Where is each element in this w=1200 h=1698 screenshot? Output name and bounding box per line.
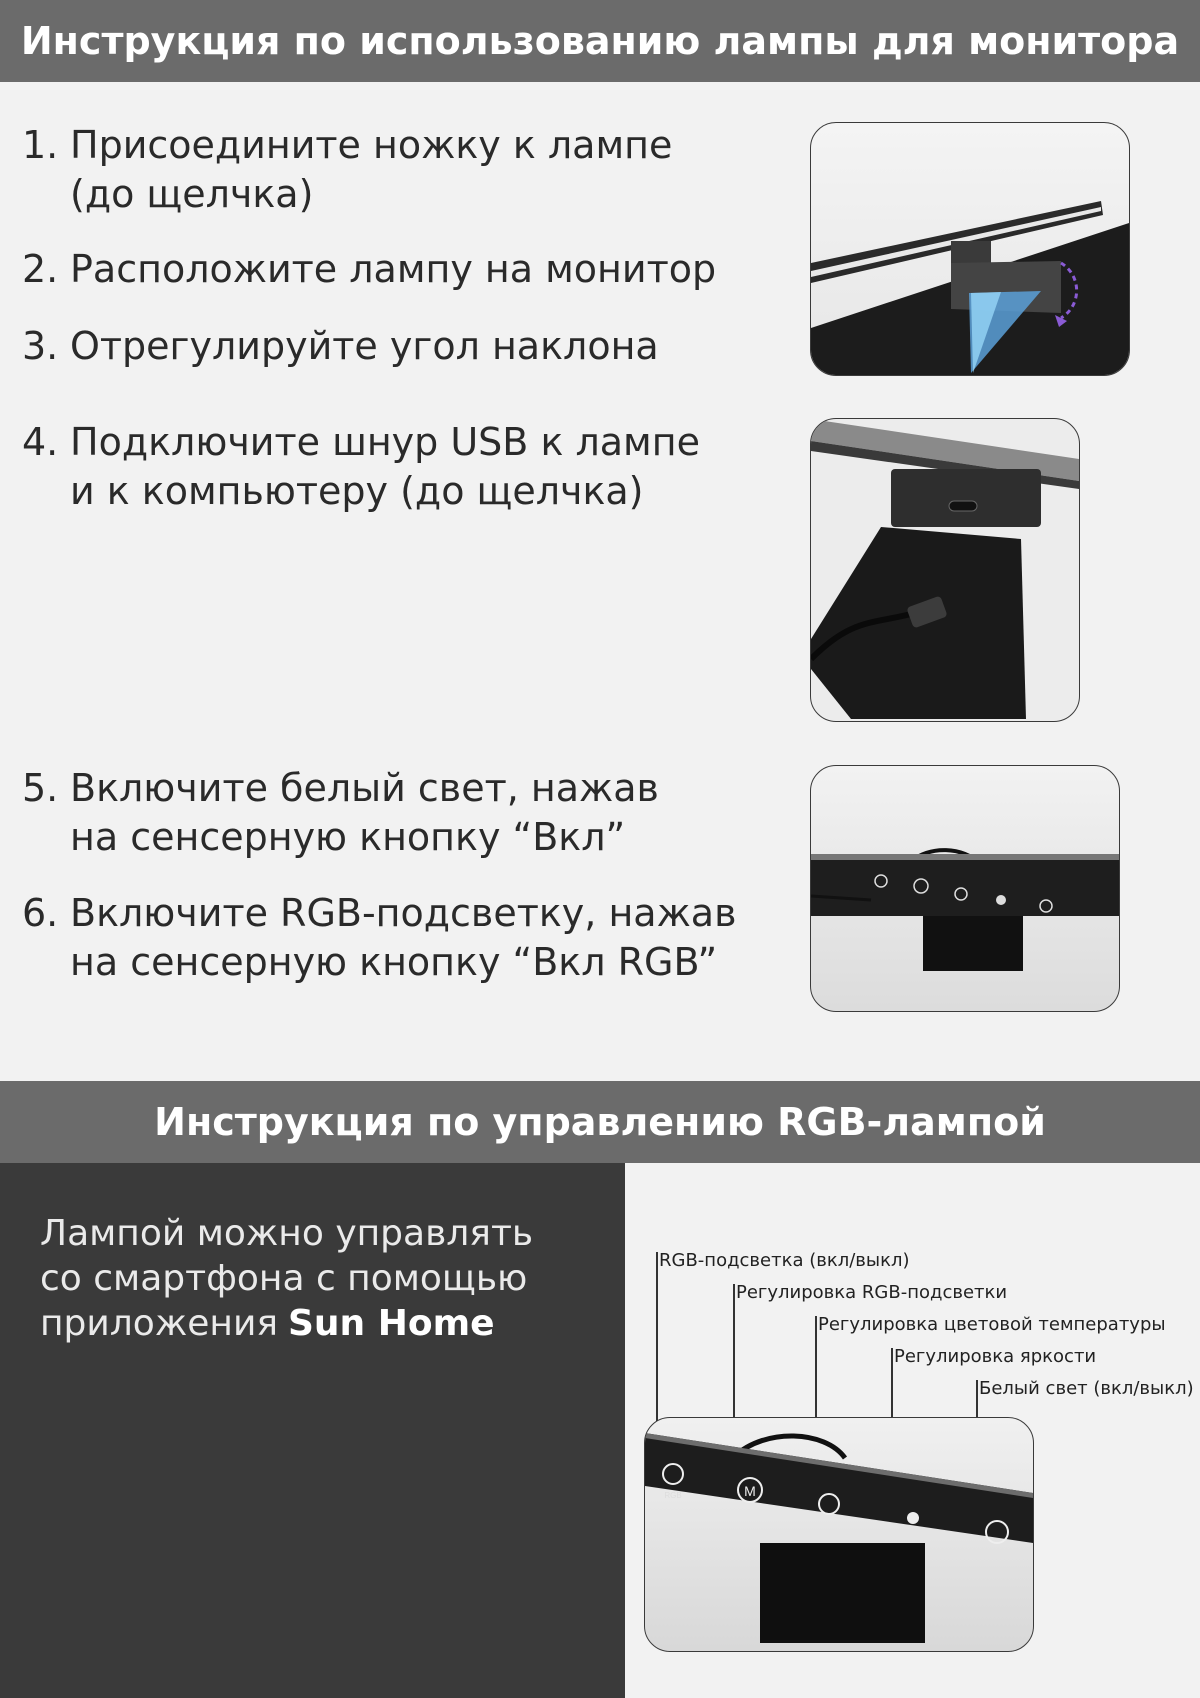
lamp-mount-photo [810, 122, 1130, 376]
step-text: и к компьютеру (до щелчка) [70, 469, 644, 513]
callout-rgb-toggle: RGB-подсветка (вкл/выкл) [659, 1250, 910, 1271]
step-number: 3. [22, 324, 59, 368]
step-number: 6. [22, 891, 59, 935]
step-number: 2. [22, 247, 59, 291]
usb-connection-illustration [811, 419, 1079, 721]
section-title: Инструкция по управлению RGB-лампой [0, 1081, 1200, 1163]
step-text: Включите RGB-подсветку, нажав [70, 891, 737, 935]
app-info-panel [0, 1163, 625, 1698]
step-1 [22, 121, 672, 219]
step-text: Присоедините ножку к лампе [70, 123, 673, 167]
control-panel-photo [644, 1417, 1034, 1652]
mode-button-label: M [744, 1483, 756, 1499]
step-5 [22, 764, 659, 862]
step-6 [22, 889, 736, 987]
step-text: на сенсерную кнопку “Вкл” [70, 815, 626, 859]
step-3 [22, 322, 659, 371]
touch-buttons-illustration [811, 766, 1119, 1011]
callout-color-temp: Регулировка цветовой температуры [818, 1314, 1166, 1335]
step-2 [22, 245, 716, 294]
step-text: Отрегулируйте угол наклона [70, 324, 659, 368]
page-title: Инструкция по использованию лампы для монитора [0, 0, 1200, 82]
step-number: 5. [22, 766, 59, 810]
step-4 [22, 418, 700, 516]
app-text-line: со смартфона с помощью [40, 1258, 528, 1299]
callout-brightness: Регулировка яркости [894, 1346, 1097, 1367]
step-text: Включите белый свет, нажав [70, 766, 659, 810]
app-info-text [40, 1211, 533, 1346]
step-text: Подключите шнур USB к лампе [70, 420, 700, 464]
app-text-line: Лампой можно управлять [40, 1213, 534, 1254]
app-name: Sun Home [288, 1303, 495, 1344]
control-panel-illustration [645, 1418, 1033, 1651]
step-text: Расположите лампу на монитор [70, 247, 717, 291]
step-text: (до щелчка) [70, 172, 314, 216]
rgb-button-label: RGB [664, 1491, 682, 1500]
callout-rgb-adjust: Регулировка RGB-подсветки [736, 1282, 1008, 1303]
usb-connection-photo [810, 418, 1080, 722]
touch-buttons-photo [810, 765, 1120, 1012]
lamp-mount-illustration [811, 123, 1129, 375]
step-text: на сенсерную кнопку “Вкл RGB” [70, 940, 718, 984]
app-text-line: приложения [40, 1303, 278, 1344]
callout-white-light: Белый свет (вкл/выкл) [979, 1378, 1194, 1399]
step-number: 4. [22, 420, 59, 464]
step-number: 1. [22, 123, 59, 167]
